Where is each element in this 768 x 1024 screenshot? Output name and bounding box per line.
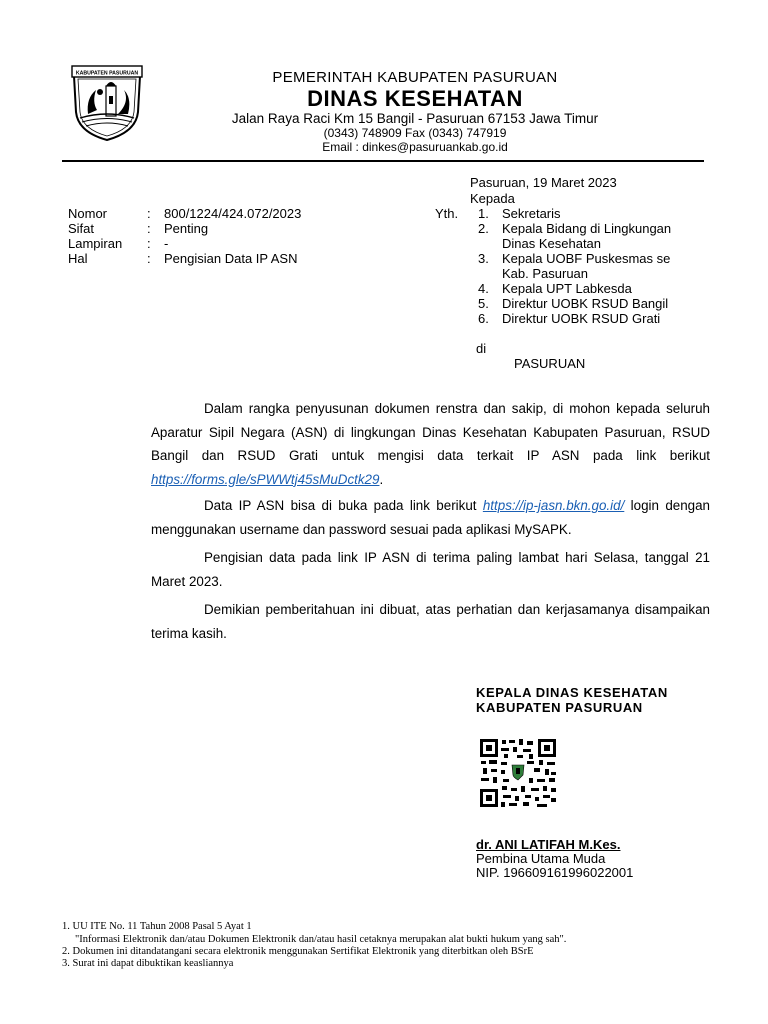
meta-colon: :: [147, 251, 151, 266]
letterhead-phone: (0343) 748909 Fax (0343) 747919: [323, 126, 507, 140]
qr-code-icon: [479, 738, 557, 808]
paragraph-text: .: [379, 471, 384, 487]
recipient-line-continued: Kab. Pasuruan: [502, 266, 589, 281]
signatory-title-1: KEPALA DINAS KESEHATAN: [476, 685, 668, 700]
recipient-number: 2.: [478, 221, 489, 236]
body-paragraph-2: [151, 494, 710, 541]
meta-colon: :: [147, 206, 151, 221]
letterhead-email: Email : dinkes@pasuruankab.go.id: [322, 140, 508, 154]
recipient-item: [478, 206, 561, 221]
paragraph-text: Dalam rangka penyusunan dokumen renstra dan sakip, di mohon kepada seluruh Aparatur Sipil Negara (ASN) di lingkungan Dinas Kesehatan Kabupaten Pasuruan, RSUD Bangil dan RSUD Grati untuk mengisi data terkait IP ASN pada link berikut: [151, 401, 710, 463]
signatory-title-2: KABUPATEN PASURUAN: [476, 700, 643, 715]
recipient-item: [478, 251, 670, 281]
recipient-item: [478, 296, 668, 311]
meta-colon: :: [147, 221, 151, 236]
recipient-number: 5.: [478, 296, 489, 311]
recipient-item: [478, 281, 632, 296]
recipient-line-continued: Dinas Kesehatan: [502, 236, 602, 251]
body-paragraph-4: [151, 598, 710, 645]
paragraph-text: Pengisian data pada link IP ASN di terima paling lambat hari Selasa, tanggal 21 Maret 2023.: [151, 550, 710, 589]
signatory-rank: Pembina Utama Muda: [476, 851, 606, 866]
recipient-line: Kepala Bidang di Lingkungan: [502, 221, 672, 236]
place-date: Pasuruan, 19 Maret 2023: [470, 175, 617, 190]
meta-value: -: [164, 236, 169, 251]
destination-place: PASURUAN: [514, 356, 586, 371]
meta-value: 800/1224/424.072/2023: [164, 206, 302, 221]
letterhead-address: Jalan Raya Raci Km 15 Bangil - Pasuruan 67153 Jawa Timur: [231, 111, 599, 126]
forms-link[interactable]: https://forms.gle/sPWWtj45sMuDctk29: [151, 471, 380, 487]
paragraph-text: Data IP ASN bisa di buka pada link berikut: [204, 498, 483, 513]
recipient-item: [478, 221, 671, 251]
recipient-line: Kepala UPT Labkesda: [502, 281, 632, 296]
footnote-1-quote: "Informasi Elektronik dan/atau Dokumen Elektronik dan/atau hasil cetaknya merupakan alat bukti hukum yang sah".: [75, 934, 567, 945]
di-label: di: [476, 341, 487, 356]
letterhead-divider: [62, 160, 704, 162]
body-paragraph-1: [151, 397, 710, 491]
meta-colon: :: [147, 236, 151, 251]
recipient-number: 1.: [478, 206, 489, 221]
letterhead-government: PEMERINTAH KABUPATEN PASURUAN: [272, 69, 558, 86]
meta-label: Sifat: [68, 221, 95, 236]
ip-asn-link[interactable]: https://ip-jasn.bkn.go.id/: [482, 498, 625, 513]
footnote-3: 3. Surat ini dapat dibuktikan keasliannya: [62, 958, 234, 969]
meta-label: Nomor: [68, 206, 108, 221]
recipient-number: 4.: [478, 281, 489, 296]
signatory-name: dr. ANI LATIFAH M.Kes.: [476, 837, 621, 852]
recipient-line: Sekretaris: [502, 206, 561, 221]
yth-label: Yth.: [435, 206, 459, 221]
recipient-line: Direktur UOBK RSUD Bangil: [502, 296, 669, 311]
recipient-number: 3.: [478, 251, 489, 266]
svg-text:KABUPATEN PASURUAN: KABUPATEN PASURUAN: [75, 70, 139, 77]
recipient-number: 6.: [478, 311, 489, 326]
regency-logo-icon: [66, 62, 148, 142]
recipient-item: [478, 311, 660, 326]
signatory-nip: NIP. 196609161996022001: [476, 865, 634, 880]
meta-label: Lampiran: [68, 236, 123, 251]
letterhead-agency: DINAS KESEHATAN: [307, 86, 523, 111]
paragraph-text: Demikian pemberitahuan ini dibuat, atas perhatian dan kerjasamanya disampaikan terima kasih.: [151, 602, 710, 641]
recipient-line: Kepala UOBF Puskesmas se: [502, 251, 671, 266]
meta-label: Hal: [68, 251, 88, 266]
recipient-line: Direktur UOBK RSUD Grati: [502, 311, 661, 326]
footnote-1: 1. UU ITE No. 11 Tahun 2008 Pasal 5 Ayat 1: [62, 921, 252, 932]
paragraph-text: login dengan menggunakan username dan password sesuai pada aplikasi MySAPK.: [151, 498, 710, 537]
meta-value: Penting: [164, 221, 209, 236]
footnote-2: 2. Dokumen ini ditandatangani secara elektronik menggunakan Sertifikat Elektronik yang diterbitkan oleh BSrE: [62, 946, 534, 957]
meta-value: Pengisian Data IP ASN: [164, 251, 298, 266]
kepada-label: Kepada: [470, 191, 515, 206]
body-paragraph-3: [151, 546, 710, 593]
